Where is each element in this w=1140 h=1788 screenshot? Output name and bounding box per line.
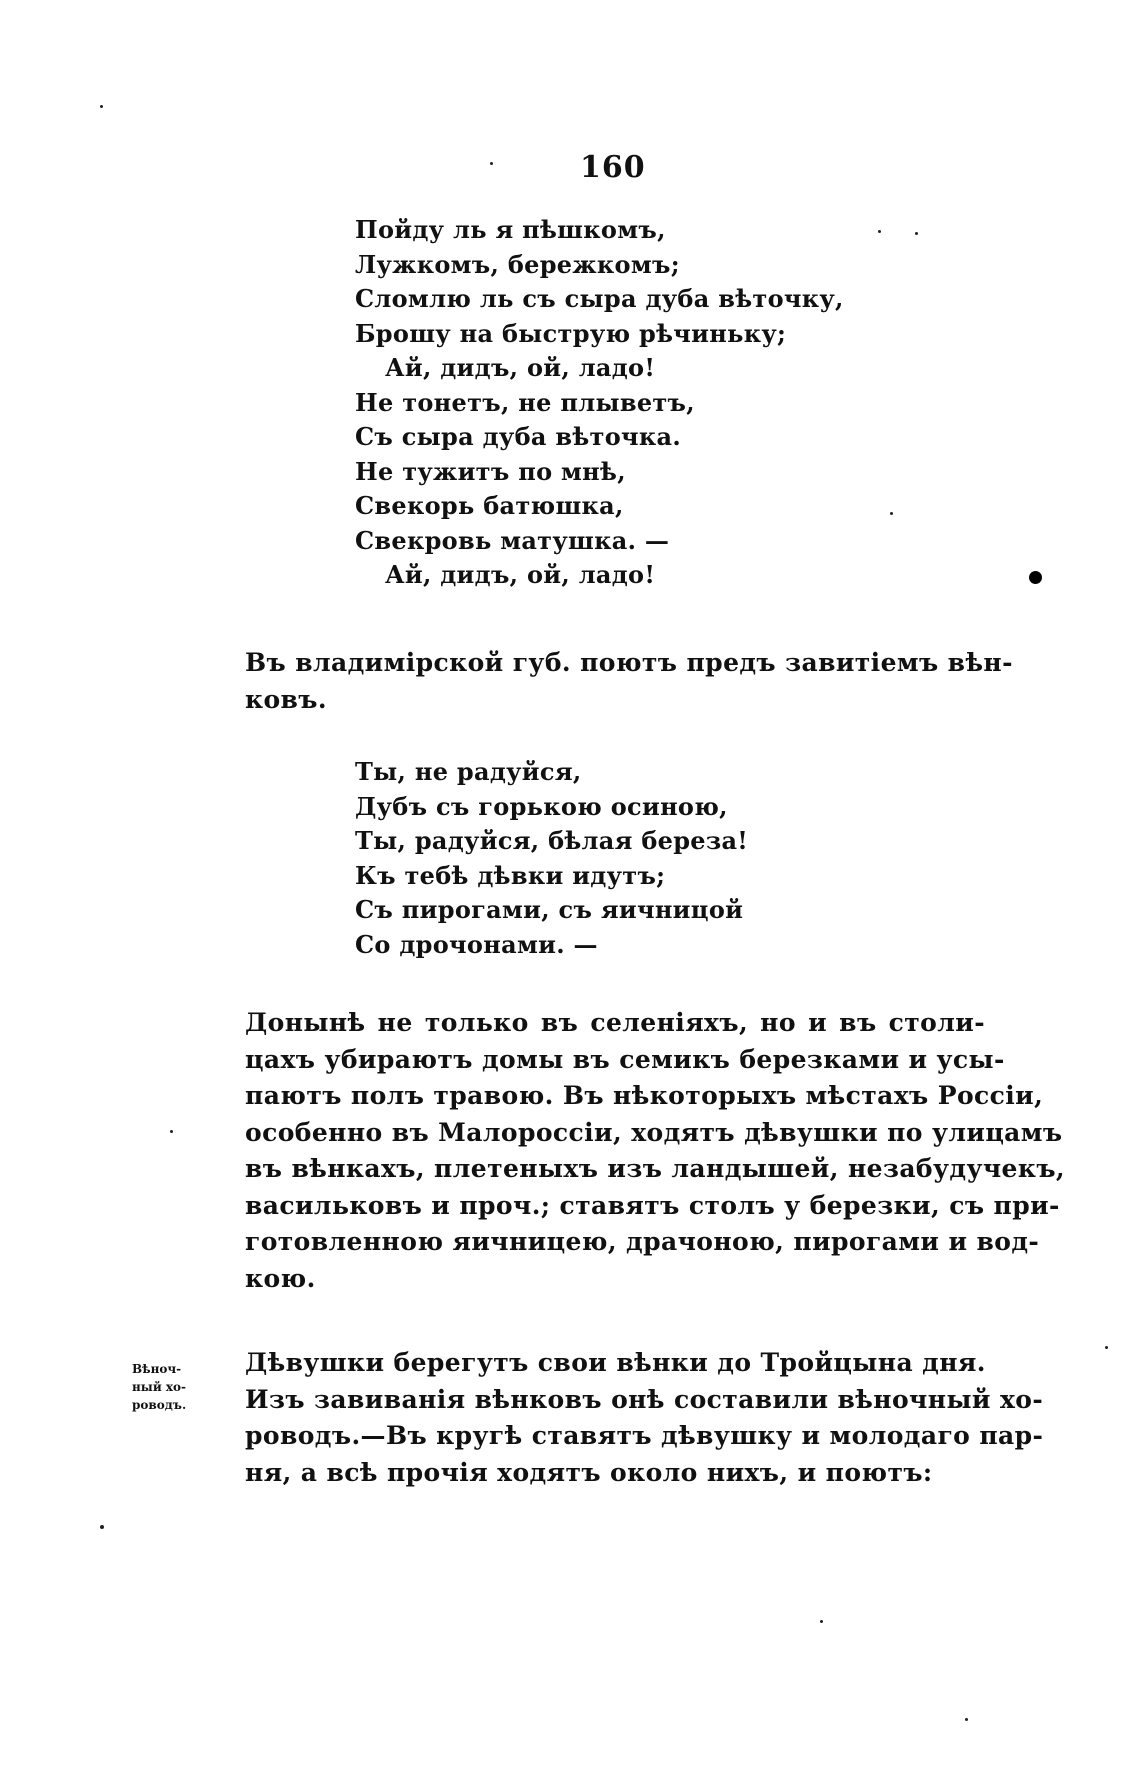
- verse-block-2: [355, 755, 748, 962]
- page-number: 160: [580, 150, 646, 185]
- paragraph-line: Въ владимірской губ. поютъ предъ завитіемъ вѣн-: [245, 648, 1013, 677]
- paragraph-3: [245, 1345, 1044, 1491]
- verse-line: Свекровь матушка. —: [355, 525, 670, 555]
- paragraph-line: васильковъ и проч.; ставятъ столъ у березки, съ при-: [245, 1190, 1060, 1220]
- verse-line: Сломлю ль съ сыра дуба вѣточку,: [355, 284, 844, 313]
- scan-speck: [890, 512, 893, 515]
- margin-note-line: роводъ.: [132, 1398, 187, 1412]
- verse-refrain: Ай, дидъ, ой, ладо!: [385, 353, 656, 382]
- paragraph-line: ковъ.: [245, 684, 327, 714]
- margin-note-line: ный хо-: [132, 1380, 187, 1394]
- scan-speck: [820, 1620, 823, 1623]
- scan-speck: [490, 162, 493, 165]
- verse-line: Брошу на быструю рѣчиньку;: [355, 318, 787, 348]
- verse-line: Пойду ль я пѣшкомъ,: [355, 215, 666, 244]
- margin-note-line: Вѣноч-: [132, 1362, 182, 1376]
- verse-line: Свекорь батюшка,: [355, 491, 624, 520]
- paragraph-1: [245, 645, 1013, 718]
- paragraph-line: паютъ полъ травою. Въ нѣкоторыхъ мѣстахъ Россіи,: [245, 1081, 1044, 1110]
- scan-speck: [100, 105, 103, 108]
- scan-speck: [1105, 1346, 1108, 1349]
- verse-line: Съ сыра дуба вѣточка.: [355, 422, 682, 451]
- paragraph-line: Дѣвушки берегутъ свои вѣнки до Тройцына дня.: [245, 1348, 986, 1377]
- scan-speck: [878, 230, 881, 233]
- paragraph-line: въ вѣнкахъ, плетеныхъ изъ ландышей, незабудучекъ,: [245, 1154, 1066, 1183]
- scan-speck: [965, 1718, 968, 1721]
- paragraph-line: кою.: [245, 1263, 316, 1293]
- scan-speck: [170, 1130, 173, 1133]
- verse-line: Ты, радуйся, бѣлая береза!: [355, 826, 749, 855]
- verse-line: Не тужитъ по мнѣ,: [355, 456, 626, 486]
- verse-line: Со дрочонами. —: [355, 929, 598, 959]
- verse-line: Лужкомъ, бережкомъ;: [355, 249, 680, 279]
- printed-dot-ornament: [1029, 571, 1042, 584]
- margin-note: [132, 1360, 208, 1414]
- scan-speck: [100, 1525, 104, 1529]
- paragraph-line: ня, а всѣ прочія ходятъ около нихъ, и поютъ:: [245, 1457, 933, 1487]
- paragraph-line: особенно въ Малороссіи, ходятъ дѣвушки по улицамъ: [245, 1117, 1063, 1147]
- paragraph-line: Изъ завиванія вѣнковъ онѣ составили вѣночный хо-: [245, 1384, 1044, 1414]
- verse-line: Не тонетъ, не плыветъ,: [355, 387, 695, 417]
- verse-block-1: [355, 213, 844, 593]
- verse-refrain: Ай, дидъ, ой, ладо!: [385, 560, 656, 589]
- paragraph-line: готовленною яичницею, драчоною, пирогами и вод-: [245, 1227, 1040, 1256]
- paragraph-2: [245, 1005, 1066, 1297]
- scan-speck: [915, 232, 918, 235]
- paragraph-line: цахъ убираютъ домы въ семикъ березками и усы-: [245, 1044, 1005, 1074]
- paragraph-line: Донынѣ не только въ селеніяхъ, но и въ столи-: [245, 1008, 985, 1037]
- verse-line: Ты, не радуйся,: [355, 757, 582, 786]
- verse-line: Дубъ съ горькою осиною,: [355, 791, 728, 821]
- verse-line: Съ пирогами, съ яичницой: [355, 895, 744, 924]
- paragraph-line: роводъ.—Въ кругѣ ставятъ дѣвушку и молодаго пар-: [245, 1421, 1044, 1450]
- verse-line: Къ тебѣ дѣвки идутъ;: [355, 860, 666, 890]
